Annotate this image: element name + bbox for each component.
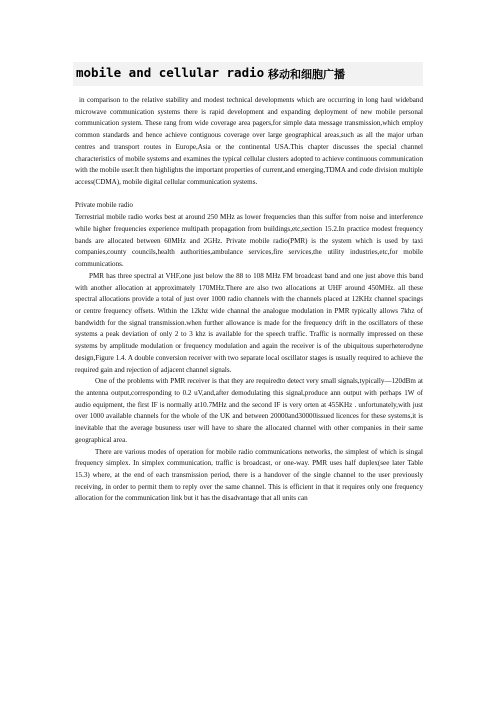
paragraph-pmr-receiver: One of the problems with PMR receiver is that they are requiredto detect very small signals,typically—120dBm at the antenna output,corresponding to 0.2 uV,and,after demodulating this signal,produce ann output with perhaps 1W of audio equipment, the first IF is normally at10.7MHz and the second IF is very orten at 455KHz . unfortunately,with just over 1000 available channels for the whole of the UK and between 20000and30000issued licences for these systems,it is inevitable that the average busuness user will have to share the allocated channel with other companies in their same geographical area.	[75, 377, 423, 444]
paragraph-pmr-spectrum: PMR has three spectral at VHF,one just below the 88 to 108 MHz FM broadcast band and one just above this band with another allocation at approximately 170MHz.There are also two allocations at UHF around 450MHz. all these spectral allocations provide a total of just over 1000 radio channels with the channels placed at 12KHz channel spacings or centre frequency offsets. Within the 12khz wide channal the analogue modulation in PMR typically allows 7khz of bandwidth for the signal transmission.when further allowance is made for the frequency drift in the oscillators of these systems a peak deviation of only 2 to 3 khz is available for the speech traffic. Traffic is normally impressed on these systems by amplitude modulation or frequency modulation and again the receiver is of the ubiquitous superheterodyne design,Figure 1.4. A double conversion receiver with two separate local oscillator stages is usually required to achieve the required gain and rejection of adjacent channel signals.	[75, 271, 423, 374]
paragraph-operation-modes: There are various modes of operation for mobile radio communications networks, the simplest of which is singal frequency simplex. In simplex communication, traffic is broadcast, or one-way. PMR uses half duplex(see later Table 15.3) where, at the end of each transmission period, there is a handover of the single channel to the user previously receiving, in order to permit them to reply over the same channel. This is efficient in that it requires only one frequency allocation for the communication link but it has the disadvantage that all units can	[75, 447, 423, 503]
section-heading: Private mobile radio	[75, 201, 133, 210]
paragraph-pmr-overview: Terrestrial mobile radio works best at around 250 MHz as lower frequencies than this suffer from noise and interference while higher frequencies experience multipath propagation from buildings,etc,section 15.2.In practice modest frequency bands are allocated between 60MHz and 2GHz. Private mobile radio(PMR) is the system which is used by taxi companies,county councils,health authorities,ambulance services,fire services,the utility industries,etc,for mobile communications.	[75, 213, 423, 269]
title-chinese: 移动和细胞广播	[268, 68, 345, 81]
document-body	[75, 95, 423, 505]
paragraph-intro: in comparison to the relative stability and modest technical developments which are occurring in long haul wideband microwave communication systems there is rapid development and expanding deployment of new mobile personal communication system. These rang from wide coverage area pagers,for simple data message transmission,which employ common standards and hence achieve contiguous coverage over large geographical areas,such as all the major urban centres and transport routes in Europe,Asia or the continental USA.This chapter discusses the special channel characteristics of mobile systems and examines the typical cellular clusters adopted to achieve continuous communication with the mobile user.It then highlights the important properties of current,and emerging,TDMA and code division multiple access(CDMA), mobile digital cellular communication systems.	[75, 96, 423, 187]
title-english: mobile and cellular radio	[76, 65, 265, 80]
